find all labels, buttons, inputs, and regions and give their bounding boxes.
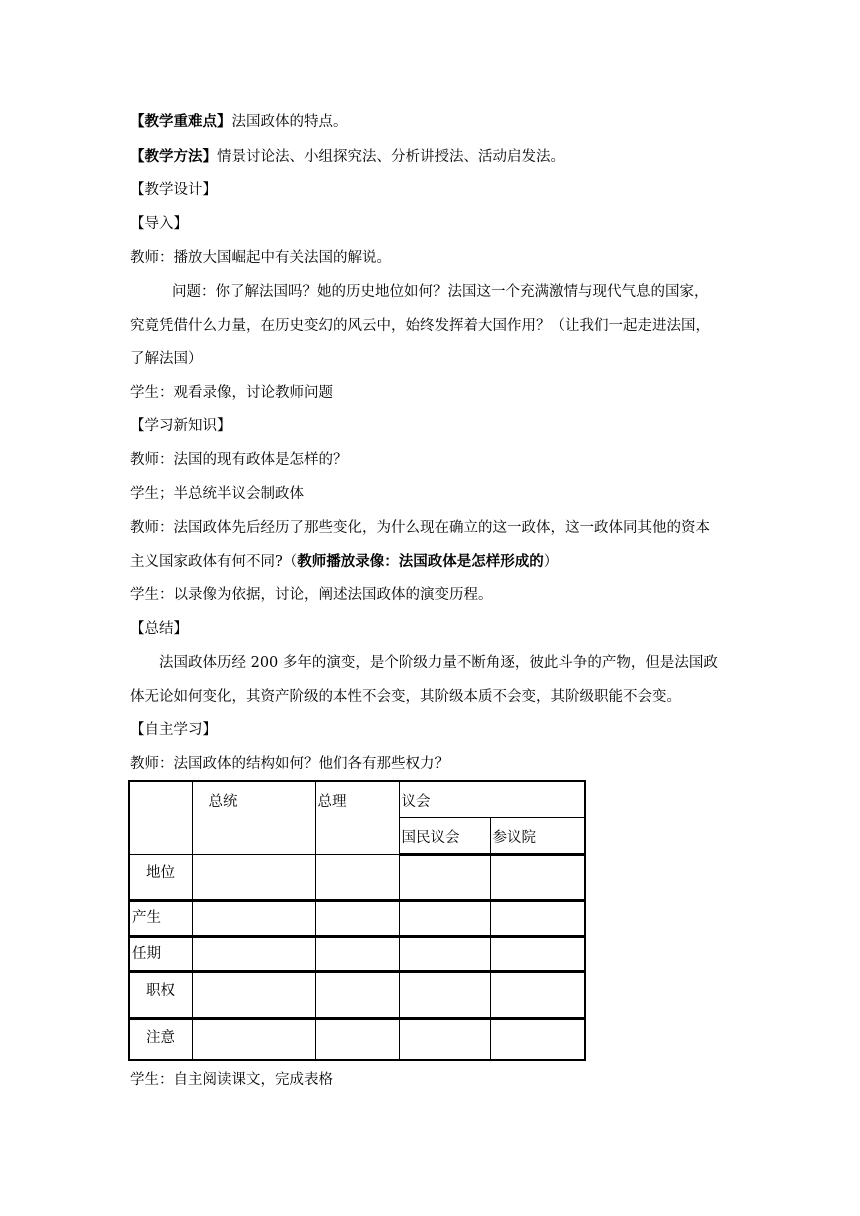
text: 情景讨论法、小组探究法、分析讲授法、活动启发法。 bbox=[217, 149, 565, 165]
table-cell bbox=[315, 900, 399, 936]
header-premier: 总理 bbox=[315, 781, 399, 854]
table-cell bbox=[490, 854, 585, 900]
text: ） bbox=[543, 554, 559, 570]
table-cell bbox=[315, 1018, 399, 1060]
text: 主义国家政体有何不同?（ bbox=[130, 554, 298, 570]
table-cell bbox=[399, 900, 490, 936]
table-cell bbox=[192, 900, 315, 936]
row-label: 地位 bbox=[129, 854, 192, 900]
header-national-assembly: 国民议会 bbox=[399, 817, 490, 854]
table-cell bbox=[490, 900, 585, 936]
bold-text: 教师播放录像：法国政体是怎样形成的 bbox=[297, 553, 544, 570]
section-bracket: 【教学重难点】 bbox=[130, 113, 232, 130]
paragraph-line: 体无论如何变化，其资产阶级的本性不会变，其阶级本质不会变，其阶级职能不会变。 bbox=[130, 689, 681, 705]
header-president: 总统 bbox=[192, 781, 315, 854]
row-label: 任期 bbox=[129, 936, 192, 971]
table-cell bbox=[192, 936, 315, 971]
table-cell bbox=[315, 971, 399, 1018]
heading-intro: 【导入】 bbox=[130, 216, 188, 232]
row-label: 注意 bbox=[129, 1018, 192, 1060]
table-cell bbox=[192, 854, 315, 900]
table-cell bbox=[315, 936, 399, 971]
table-cell bbox=[490, 971, 585, 1018]
heading-self-study: 【自主学习】 bbox=[130, 722, 217, 738]
paragraph-line: 学生：以录像为依据，讨论，阐述法国政体的演变历程。 bbox=[130, 587, 493, 603]
header-parliament: 议会 bbox=[399, 781, 585, 817]
heading-summary: 【总结】 bbox=[130, 621, 188, 637]
table-cell bbox=[399, 1018, 490, 1060]
paragraph-line: 究竟凭借什么力量，在历史变幻的风云中，始终发挥着大国作用？（让我们一起走进法国， bbox=[130, 318, 710, 334]
header-senate: 参议院 bbox=[490, 817, 585, 854]
paragraph-line: 法国政体历经 200 多年的演变，是个阶级力量不断角逐，彼此斗争的产物，但是法国政 bbox=[159, 655, 718, 671]
text: 法国政体的特点。 bbox=[231, 114, 348, 130]
government-structure-table bbox=[128, 780, 586, 1061]
paragraph-line: 教师：法国政体的结构如何？他们各有那些权力？ bbox=[130, 756, 449, 772]
table-cell bbox=[192, 971, 315, 1018]
table-cell bbox=[399, 936, 490, 971]
paragraph-line: 教师：播放大国崛起中有关法国的解说。 bbox=[130, 250, 391, 266]
paragraph-line: 教师：法国的现有政体是怎样的？ bbox=[130, 452, 348, 468]
heading-design: 【教学设计】 bbox=[130, 182, 217, 198]
paragraph-line: 学生；半总统半议会制政体 bbox=[130, 486, 304, 502]
paragraph-line: 学生：自主阅读课文，完成表格 bbox=[130, 1072, 333, 1088]
row-label: 产生 bbox=[129, 900, 192, 936]
paragraph-line: 了解法国） bbox=[130, 351, 203, 367]
table-cell bbox=[399, 971, 490, 1018]
paragraph-line: 问题：你了解法国吗？她的历史地位如何？法国这一个充满激情与现代气息的国家， bbox=[172, 284, 709, 300]
line-methods bbox=[130, 147, 565, 167]
paragraph-line bbox=[130, 552, 558, 572]
line-key-points bbox=[130, 112, 348, 132]
table-cell bbox=[399, 854, 490, 900]
table-cell bbox=[490, 1018, 585, 1060]
section-bracket: 【教学方法】 bbox=[130, 148, 217, 165]
table-cell bbox=[490, 936, 585, 971]
paragraph-line: 学生：观看录像，讨论教师问题 bbox=[130, 385, 333, 401]
row-label: 职权 bbox=[129, 971, 192, 1018]
table-cell bbox=[315, 854, 399, 900]
corner-cell bbox=[129, 781, 192, 854]
table-cell bbox=[192, 1018, 315, 1060]
paragraph-line: 教师：法国政体先后经历了那些变化，为什么现在确立的这一政体，这一政体同其他的资本 bbox=[130, 520, 710, 536]
heading-new-knowledge: 【学习新知识】 bbox=[130, 418, 232, 434]
